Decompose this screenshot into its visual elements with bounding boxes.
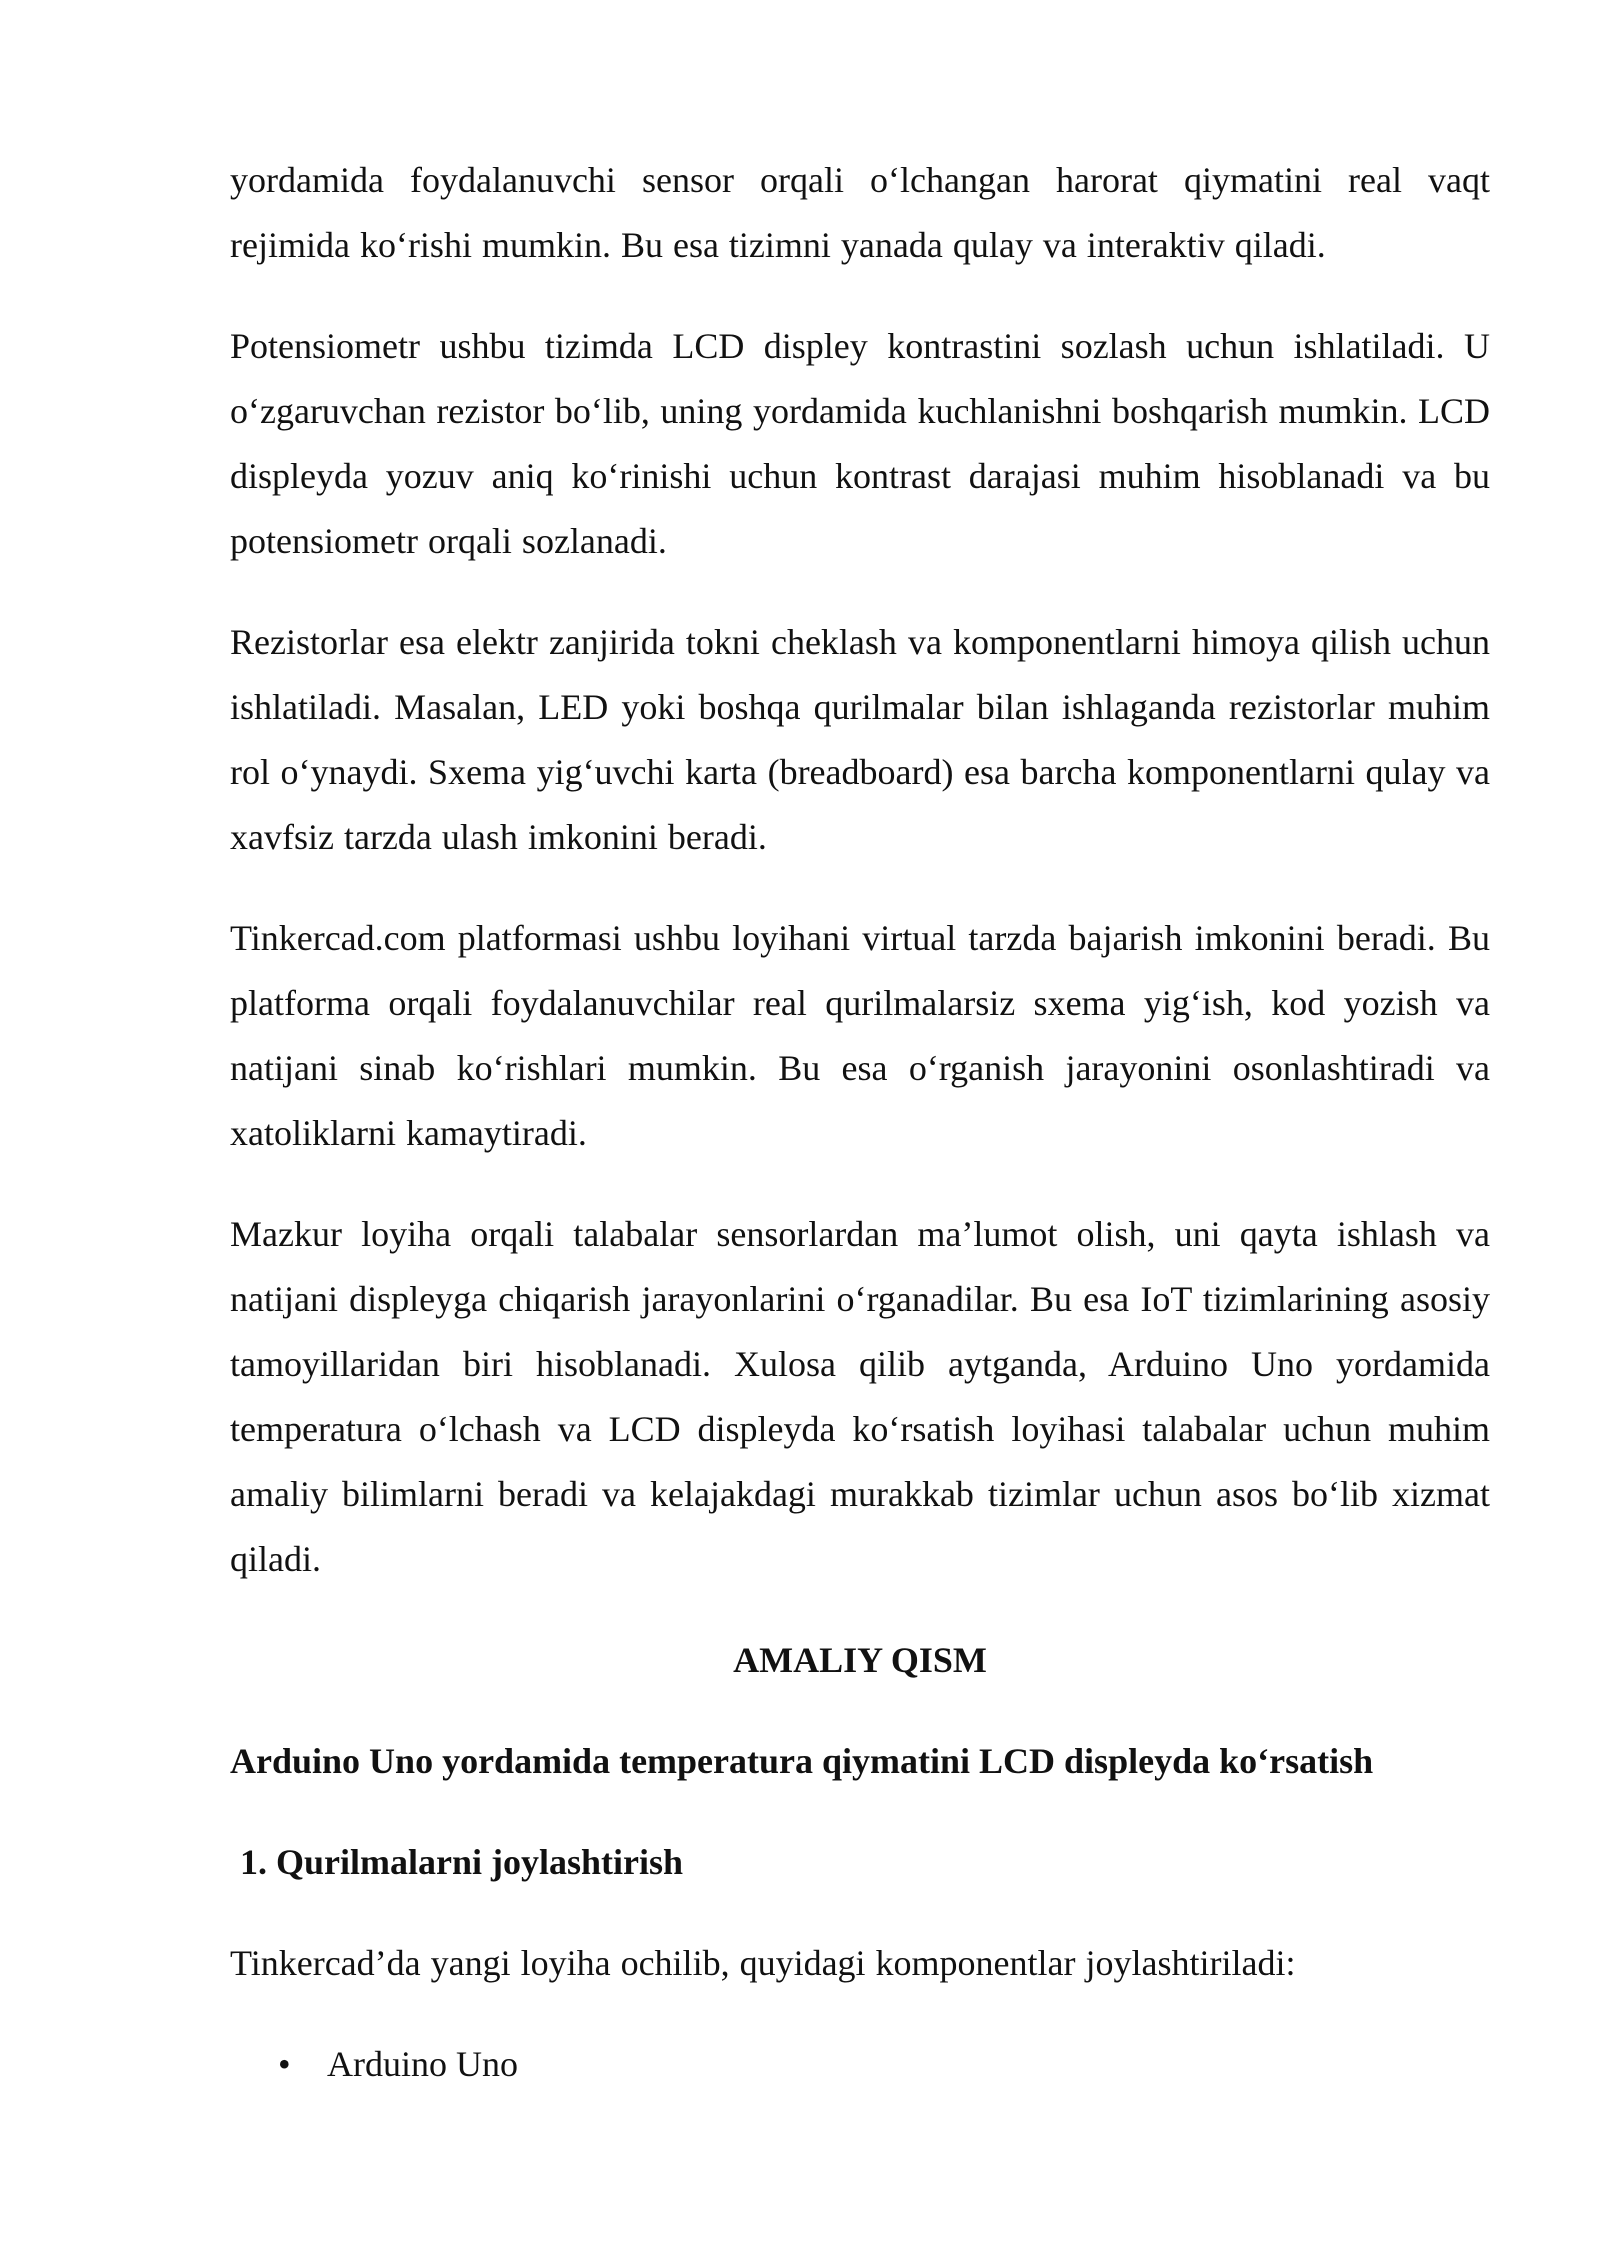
- step-heading: 1. Qurilmalarni joylashtirish: [240, 1842, 684, 1882]
- paragraph-resistors: Rezistorlar esa elektr zanjirida tokni cheklash va komponentlarni himoya qilish uchun ishlatiladi. Masalan, LED yoki boshqa qurilmalar bilan ishlaganda rezistorlar muhim rol o‘ynaydi. Sxema yig‘uvchi karta (breadboard) esa barcha komponentlarni qulay va xavfsiz tarzda ulash imkonini beradi.: [230, 622, 1490, 857]
- bullet-icon: •: [278, 2044, 291, 2084]
- paragraph-conclusion: Mazkur loyiha orqali talabalar sensorlardan ma’lumot olish, uni qayta ishlash va natijani displeyga chiqarish jarayonlarini o‘rganadilar. Bu esa IoT tizimlarining asosiy tamoyillaridan biri hisoblanadi. Xulosa qilib aytganda, Arduino Uno yordamida temperatura o‘lchash va LCD displeyda ko‘rsatish loyihasi talabalar uchun muhim amaliy bilimlarni beradi va kelajakdagi murakkab tizimlar uchun asos bo‘lib xizmat qiladi.: [230, 1214, 1490, 1579]
- list-item: [230, 2032, 1490, 2097]
- component-name: Arduino Uno: [327, 2044, 518, 2084]
- paragraph-tinkercad: Tinkercad.com platformasi ushbu loyihani virtual tarzda bajarish imkonini beradi. Bu platforma orqali foydalanuvchilar real qurilmalarsiz sxema yig‘ish, kod yozish va natijani sinab ko‘rishlari mumkin. Bu esa o‘rganish jarayonini osonlashtiradi va xatoliklarni kamaytiradi.: [230, 918, 1490, 1153]
- paragraph-lcd-display-continuation: yordamida foydalanuvchi sensor orqali o‘lchangan harorat qiymatini real vaqt rejimida ko‘rishi mumkin. Bu esa tizimni yanada qulay va interaktiv qiladi.: [230, 160, 1490, 265]
- section-title: AMALIY QISM: [733, 1640, 987, 1680]
- component-list: [230, 2032, 1490, 2097]
- paragraph-potentiometer: Potensiometr ushbu tizimda LCD displey kontrastini sozlash uchun ishlatiladi. U o‘zgaruvchan rezistor bo‘lib, uning yordamida kuchlanishni boshqarish mumkin. LCD displeyda yozuv aniq ko‘rinishi uchun kontrast darajasi muhim hisoblanadi va bu potensiometr orqali sozlanadi.: [230, 326, 1490, 561]
- document-page: [230, 148, 1490, 2097]
- step-intro: Tinkercad’da yangi loyiha ochilib, quyidagi komponentlar joylashtiriladi:: [230, 1943, 1296, 1983]
- practical-subtitle: Arduino Uno yordamida temperatura qiymatini LCD displeyda ko‘rsatish: [230, 1741, 1374, 1781]
